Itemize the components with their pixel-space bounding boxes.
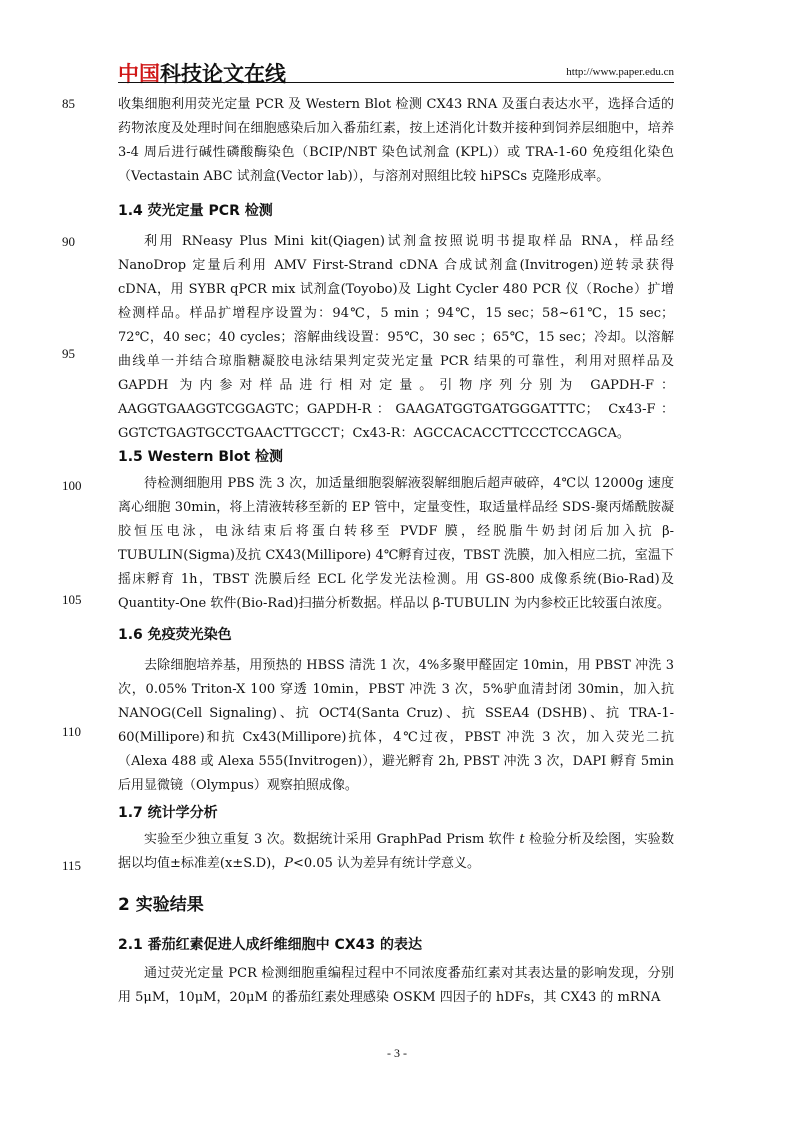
logo-black-text: 科技论文在线 bbox=[160, 62, 286, 86]
paragraph-text: 待检测细胞用 PBS 洗 3 次，加适量细胞裂解液裂解细胞后超声破碎，4℃以 12000g 速度离心细胞 30min，将上清液转移至新的 EP 管中，定量变性，取适量样品经 SDS-聚丙烯酰胺凝胶恒压电泳，电泳结束后将蛋白转移至 PVDF 膜，经脱脂牛奶封闭后加入抗 β-TUBULIN(Sigma)及抗 CX43(Millipore) 4℃孵育过夜，TBST 洗膜，加入相应二抗，室温下摇床孵育 1h，TBST 洗膜后经 ECL 化学发光法检测。用 GS-800 成像系统(Bio-Rad)及 Quantity-One 软件(Bio-Rad)扫描分析数据。样品以 β-TUBULIN 为内参校正比较蛋白浓度。 bbox=[118, 476, 674, 611]
line-number: 90 bbox=[62, 234, 75, 249]
paragraph-text: 利用 RNeasy Plus Mini kit(Qiagen)试剂盒按照说明书提取样品 RNA，样品经 NanoDrop 定量后利用 AMV First-Strand cDNA 合成试剂盒(Invitrogen)逆转录获得 cDNA，用 SYBR qPCR mix 试剂盒(Toyobo)及 Light Cycler 480 PCR 仪（Roche）扩增检测样品。样品扩增程序设置为：94℃，5 min ；94℃，15 sec；58~61℃，15 sec；72℃，40 sec；40 cycles；溶解曲线设置：95℃，30 sec ；65℃，15 sec；冷却。以溶解曲线单一并结合琼脂糖凝胶电泳结果判定荧光定量 PCR 结果的可靠性，利用对照样品及 GAPDH 为内参对样品进行相对定量。引物序列分别为 GAPDH-F：AAGGTGAAGGTCGGAGTC；GAPDH-R：GAAGATGGTGATGGGATTTC； Cx43-F：GGTCTGAGTGCCTGAACTTGCCT；Cx43-R：AGCCACACCTTCCCTCCAGCA。 bbox=[118, 234, 674, 441]
section-title: 1.5 Western Blot 检测 bbox=[118, 449, 284, 465]
section-title: 2.1 番茄红素促进人成纤维细胞中 CX43 的表达 bbox=[118, 937, 422, 953]
section-title: 1.4 荧光定量 PCR 检测 bbox=[118, 203, 273, 219]
text-span: <0.05 认为差异有统计学意义。 bbox=[293, 856, 480, 871]
section-title: 1.7 统计学分析 bbox=[118, 805, 218, 821]
paragraph-immunofluorescence bbox=[118, 654, 674, 798]
paragraph-text bbox=[118, 828, 674, 876]
paragraph-qpcr bbox=[118, 230, 674, 446]
paragraph-methods-intro bbox=[118, 93, 674, 189]
line-number: 100 bbox=[62, 478, 82, 493]
section-heading-2 bbox=[118, 890, 674, 915]
header-url[interactable]: http://www.paper.edu.cn bbox=[566, 66, 674, 78]
italic-p: P bbox=[284, 856, 294, 871]
text-span: 实验至少独立重复 3 次。数据统计采用 GraphPad Prism 软件 bbox=[144, 832, 520, 847]
paragraph-results bbox=[118, 962, 674, 1010]
line-number: 110 bbox=[62, 724, 82, 739]
paragraph-text: 收集细胞利用荧光定量 PCR 及 Western Blot 检测 CX43 RNA 及蛋白表达水平，选择合适的药物浓度及处理时间在细胞感染后加入番茄红素，按上述消化计数并接种到饲养层细胞中，培养 3-4 周后进行碱性磷酸酶染色（BCIP/NBT 染色试剂盒 (KPL)）或 TRA-1-60 免疫组化染色（Vectastain ABC 试剂盒(Vector lab)），与溶剂对照组比较 hiPSCs 克隆形成率。 bbox=[118, 97, 674, 184]
section-heading-1-5 bbox=[118, 446, 674, 466]
line-number: 95 bbox=[62, 346, 75, 361]
header-divider bbox=[118, 82, 674, 83]
page-number: - 3 - bbox=[387, 1046, 407, 1060]
section-heading-2-1 bbox=[118, 934, 674, 954]
line-number: 105 bbox=[62, 592, 82, 607]
italic-t: t bbox=[519, 832, 525, 847]
section-heading-1-4 bbox=[118, 200, 674, 220]
journal-logo bbox=[118, 58, 286, 88]
logo-red-text: 中国 bbox=[118, 62, 160, 86]
section-heading-1-7 bbox=[118, 802, 674, 822]
text-span: 检验分析及绘图，实验数据以均值±标准差(x±S.D)， bbox=[118, 832, 674, 871]
paragraph-western-blot bbox=[118, 472, 674, 616]
paragraph-statistics bbox=[118, 828, 674, 876]
paragraph-text: 去除细胞培养基，用预热的 HBSS 清洗 1 次，4%多聚甲醛固定 10min，用 PBST 冲洗 3 次，0.05% Triton-X 100 穿透 10min，PBST 冲洗 3 次，5%驴血清封闭 30min，加入抗 NANOG(Cell Signaling)、抗 OCT4(Santa Cruz)、抗 SSEA4 (DSHB)、抗 TRA-1-60(Millipore)和抗 Cx43(Millipore)抗体，4℃过夜，PBST 冲洗 3 次，加入荧光二抗（Alexa 488 或 Alexa 555(Invitrogen)），避光孵育 2h, PBST 冲洗 3 次，DAPI 孵育 5min 后用显微镜（Olympus）观察拍照成像。 bbox=[118, 658, 674, 793]
line-number: 115 bbox=[62, 858, 82, 873]
section-title: 1.6 免疫荧光染色 bbox=[118, 627, 232, 643]
section-title: 2 实验结果 bbox=[118, 895, 204, 915]
section-heading-1-6 bbox=[118, 624, 674, 644]
line-number: 85 bbox=[62, 96, 75, 111]
paragraph-text: 通过荧光定量 PCR 检测细胞重编程过程中不同浓度番茄红素对其表达量的影响发现，分别用 5μM，10μM，20μM 的番茄红素处理感染 OSKM 四因子的 hDFs，其 CX43 的 mRNA bbox=[118, 966, 674, 1005]
